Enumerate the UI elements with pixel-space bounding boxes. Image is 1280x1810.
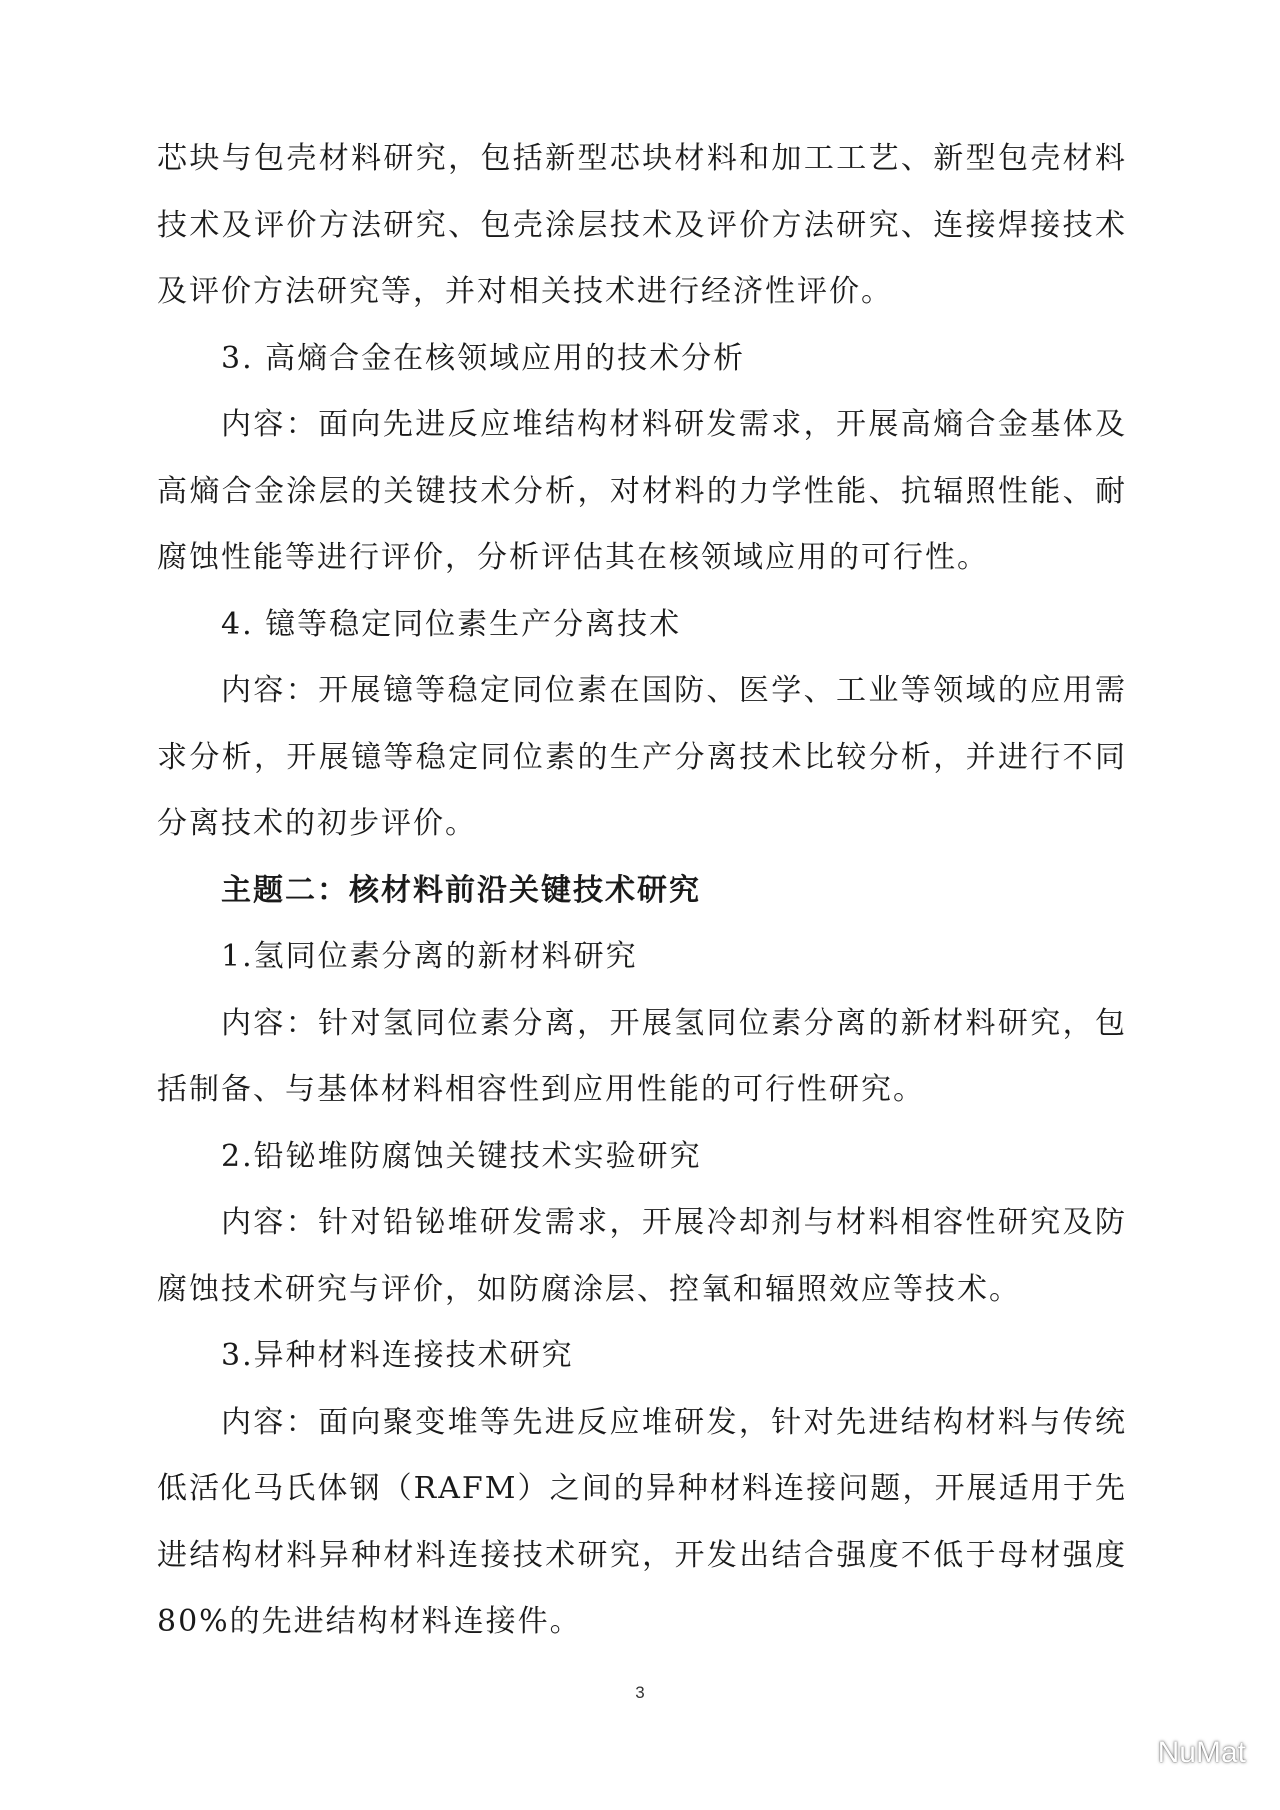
topic-heading: 主题二：核材料前沿关键技术研究 [221,872,701,908]
document-body [157,126,1127,1656]
wechat-icon [1116,1739,1150,1767]
subsection-content-1: 内容：针对氢同位素分离，开展氢同位素分离的新材料研究，包括制备、与基体材料相容性到应用性能的可行性研究。 [157,1005,1127,1107]
subsection-heading-1: 1.氢同位素分离的新材料研究 [221,939,638,974]
subsection-heading-3: 3.异种材料连接技术研究 [221,1338,574,1373]
section-heading-3: 3. 高熵合金在核领域应用的技术分析 [221,340,746,376]
paragraph-content-4: 内容：开展镱等稳定同位素在国防、医学、工业等领域的应用需求分析，开展镱等稳定同位素的生产分离技术比较分析，并进行不同分离技术的初步评价。 [157,673,1127,841]
page-number: 3 [635,1683,645,1702]
subsection-heading-2: 2.铅铋堆防腐蚀关键技术实验研究 [221,1138,702,1174]
paragraph-1: 芯块与包壳材料研究，包括新型芯块材料和加工工艺、新型包壳材料技术及评价方法研究、包壳涂层技术及评价方法研究、连接焊接技术及评价方法研究等，并对相关技术进行经济性评价。 [157,141,1127,309]
paragraph-content-3: 内容：面向先进反应堆结构材料研发需求，开展高熵合金基体及高熵合金涂层的关键技术分析，对材料的力学性能、抗辐照性能、耐腐蚀性能等进行评价，分析评估其在核领域应用的可行性。 [157,407,1127,575]
watermark [1116,1736,1246,1770]
subsection-content-3: 内容：面向聚变堆等先进反应堆研发，针对先进结构材料与传统低活化马氏体钢（RAFM）之间的异种材料连接问题，开展适用于先进结构材料异种材料连接技术研究，开发出结合强度不低于母材强度80%的先进结构材料连接件。 [157,1404,1127,1639]
subsection-content-2: 内容：针对铅铋堆研发需求，开展冷却剂与材料相容性研究及防腐蚀技术研究与评价，如防腐涂层、控氧和辐照效应等技术。 [157,1205,1127,1307]
watermark-text: NuMat [1157,1736,1246,1769]
section-heading-4: 4. 镱等稳定同位素生产分离技术 [221,606,682,642]
